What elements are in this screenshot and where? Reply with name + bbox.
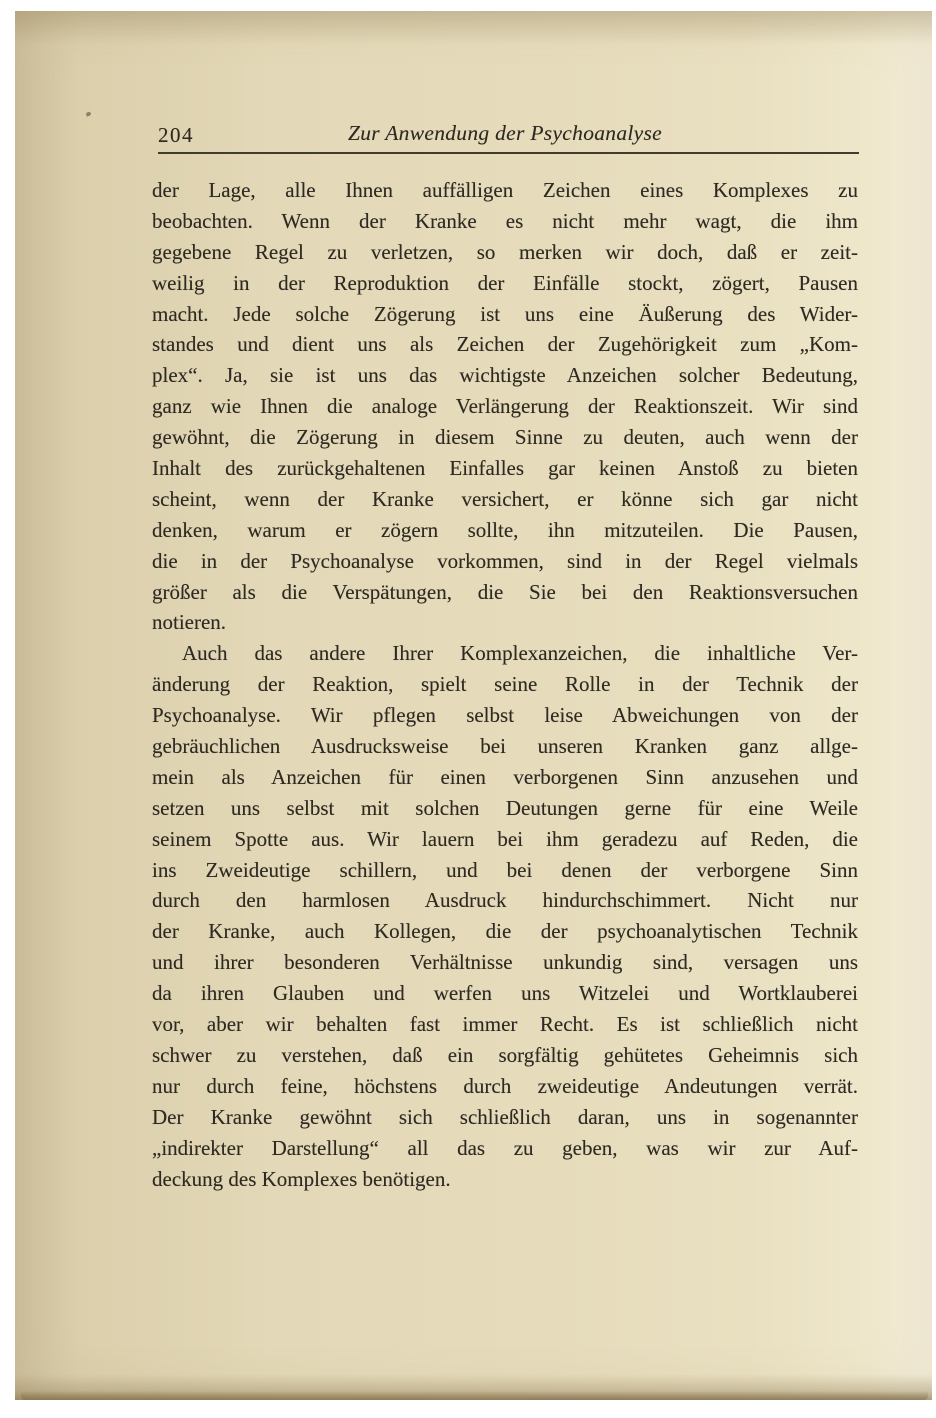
text-line: plex“. Ja, sie ist uns das wichtigste Anzeichen solcher Bedeutung, xyxy=(152,363,858,388)
text-line: größer als die Verspätungen, die Sie bei den Reaktionsversuchen xyxy=(152,579,858,604)
body-text xyxy=(152,175,858,1194)
text-line: macht. Jede solche Zögerung ist uns eine Äußerung des Wider- xyxy=(152,301,858,326)
text-line: mein als Anzeichen für einen verborgenen Sinn anzusehen und xyxy=(152,764,858,789)
text-line: und ihrer besonderen Verhältnisse unkundig sind, versagen uns xyxy=(152,950,858,975)
scan-speck xyxy=(85,111,91,116)
text-line: schwer zu verstehen, daß ein sorgfältig gehütetes Geheimnis sich xyxy=(152,1042,858,1067)
text-line: weilig in der Reproduktion der Einfälle stockt, zögert, Pausen xyxy=(152,270,858,295)
text-line: ins Zweideutige schillern, und bei denen der verborgene Sinn xyxy=(152,857,858,882)
text-line: gebräuchlichen Ausdrucksweise bei unseren Kranken ganz allge- xyxy=(152,734,858,759)
text-line: gegebene Regel zu verletzen, so merken wir doch, daß er zeit- xyxy=(152,239,858,264)
text-line: beobachten. Wenn der Kranke es nicht mehr wagt, die ihm xyxy=(152,208,858,233)
text-line: denken, warum er zögern sollte, ihn mitzuteilen. Die Pausen, xyxy=(152,517,858,542)
text-line: setzen uns selbst mit solchen Deutungen gerne für eine Weile xyxy=(152,795,858,820)
text-line: deckung des Komplexes benötigen. xyxy=(152,1166,451,1191)
text-line: Inhalt des zurückgehaltenen Einfalles gar keinen Anstoß zu bieten xyxy=(152,456,858,481)
text-line: „indirekter Darstellung“ all das zu geben, was wir zur Auf- xyxy=(152,1135,858,1160)
text-line: die in der Psychoanalyse vorkommen, sind in der Regel vielmals xyxy=(152,548,858,573)
text-line: nur durch feine, höchstens durch zweideutige Andeutungen verrät. xyxy=(152,1073,858,1098)
header-rule xyxy=(158,152,859,154)
text-line: Psychoanalyse. Wir pflegen selbst leise Abweichungen von der xyxy=(152,703,858,728)
text-line: da ihren Glauben und werfen uns Witzelei und Wortklauberei xyxy=(152,981,858,1006)
paragraph-second xyxy=(152,638,858,1194)
text-line: der Kranke, auch Kollegen, die der psychoanalytischen Technik xyxy=(152,919,858,944)
paragraph-continuation xyxy=(152,175,858,638)
text-line: seinem Spotte aus. Wir lauern bei ihm geradezu auf Reden, die xyxy=(152,826,858,851)
text-line: notieren. xyxy=(152,610,227,635)
text-line: Der Kranke gewöhnt sich schließlich daran, uns in sogenannter xyxy=(152,1104,858,1129)
page-number: 204 xyxy=(158,123,194,147)
page-bottom-edge xyxy=(21,1391,928,1400)
text-line: scheint, wenn der Kranke versichert, er könne sich gar nicht xyxy=(152,486,858,511)
paper-sheet xyxy=(15,11,932,1400)
text-line: der Lage, alle Ihnen auffälligen Zeichen eines Komplexes zu xyxy=(152,178,858,202)
text-line: durch den harmlosen Ausdruck hindurchschimmert. Nicht nur xyxy=(152,888,858,913)
text-line: ganz wie Ihnen die analoge Verlängerung der Reaktionszeit. Wir sind xyxy=(152,394,858,419)
text-line: änderung der Reaktion, spielt seine Rolle in der Technik der xyxy=(152,672,858,697)
text-line: vor, aber wir behalten fast immer Recht. Es ist schließlich nicht xyxy=(152,1012,858,1037)
text-line: gewöhnt, die Zögerung in diesem Sinne zu deuten, auch wenn der xyxy=(152,425,858,450)
text-line: standes und dient uns als Zeichen der Zugehörigkeit zum „Kom- xyxy=(152,332,858,357)
text-line: Auch das andere Ihrer Komplexanzeichen, die inhaltliche Ver- xyxy=(182,641,858,666)
running-header: Zur Anwendung der Psychoanalyse xyxy=(347,121,663,145)
